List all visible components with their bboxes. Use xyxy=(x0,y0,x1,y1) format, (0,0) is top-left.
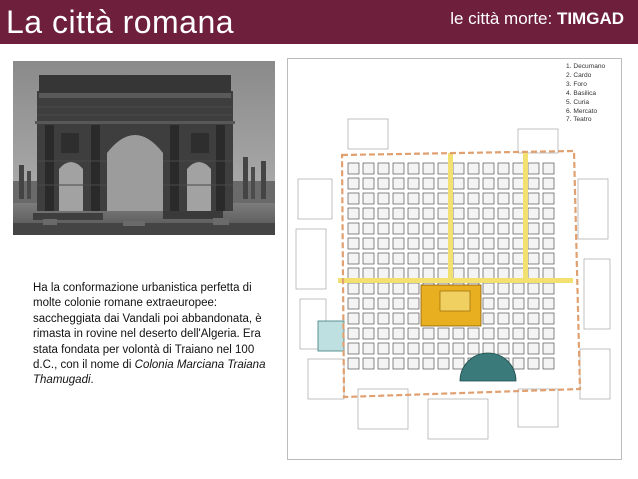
insula-block xyxy=(528,328,539,339)
insula-block xyxy=(363,208,374,219)
insula-block xyxy=(408,343,419,354)
insula-block xyxy=(378,163,389,174)
insula-block xyxy=(528,358,539,369)
insula-block xyxy=(468,343,479,354)
insula-block xyxy=(453,343,464,354)
insula-block xyxy=(513,223,524,234)
insula-block xyxy=(513,238,524,249)
insula-block xyxy=(528,253,539,264)
insula-block xyxy=(363,358,374,369)
suburb-block xyxy=(296,229,326,289)
insula-block xyxy=(543,313,554,324)
insula-block xyxy=(513,268,524,279)
insula-block xyxy=(543,193,554,204)
insula-block xyxy=(513,193,524,204)
suburb-block xyxy=(428,399,488,439)
insula-block xyxy=(378,343,389,354)
insula-block xyxy=(348,298,359,309)
insula-block xyxy=(483,238,494,249)
insula-block xyxy=(378,208,389,219)
insula-block xyxy=(348,178,359,189)
insula-block xyxy=(468,163,479,174)
insula-block xyxy=(543,283,554,294)
cardo-street xyxy=(448,153,453,279)
insula-block xyxy=(363,343,374,354)
insula-block xyxy=(483,208,494,219)
legend-item: 5. Curia xyxy=(566,98,590,106)
insula-block xyxy=(348,253,359,264)
insula-block xyxy=(408,223,419,234)
insula-block xyxy=(483,268,494,279)
legend-item: 1. Decumano xyxy=(566,63,606,70)
insula-block xyxy=(378,283,389,294)
insula-block xyxy=(453,178,464,189)
insula-block xyxy=(528,193,539,204)
insula-block xyxy=(528,283,539,294)
insula-block xyxy=(498,253,509,264)
legend-item: 6. Mercato xyxy=(566,107,598,115)
insula-block xyxy=(453,193,464,204)
insula-block xyxy=(378,358,389,369)
insula-block xyxy=(453,223,464,234)
insula-block xyxy=(498,328,509,339)
insula-block xyxy=(528,313,539,324)
insula-block xyxy=(423,223,434,234)
insula-block xyxy=(543,253,554,264)
suburb-block xyxy=(580,349,610,399)
insula-block xyxy=(528,208,539,219)
insula-block xyxy=(363,253,374,264)
insula-block xyxy=(498,298,509,309)
insula-block xyxy=(408,283,419,294)
insula-block xyxy=(513,283,524,294)
insula-block xyxy=(543,238,554,249)
suburb-block xyxy=(518,389,558,427)
insula-block xyxy=(483,223,494,234)
secondary-street xyxy=(523,153,528,279)
insula-block xyxy=(348,313,359,324)
insula-block xyxy=(363,268,374,279)
insula-block xyxy=(363,328,374,339)
insula-block xyxy=(423,208,434,219)
description-end: . xyxy=(90,374,94,387)
suburb-block xyxy=(308,359,344,399)
insula-block xyxy=(513,253,524,264)
insula-block xyxy=(468,268,479,279)
insula-block xyxy=(498,313,509,324)
insula-block xyxy=(468,193,479,204)
insula-block xyxy=(498,343,509,354)
header-bar xyxy=(0,0,638,44)
insula-block xyxy=(363,313,374,324)
insula-block xyxy=(393,358,404,369)
insula-block xyxy=(408,238,419,249)
insula-block xyxy=(363,178,374,189)
insula-block xyxy=(543,343,554,354)
insula-block xyxy=(423,178,434,189)
insula-block xyxy=(468,253,479,264)
insula-block xyxy=(498,163,509,174)
insula-block xyxy=(438,343,449,354)
insula-block xyxy=(483,313,494,324)
page-title: La città romana xyxy=(6,4,235,40)
insula-block xyxy=(543,223,554,234)
insula-block xyxy=(483,178,494,189)
insula-block xyxy=(348,238,359,249)
market xyxy=(318,321,344,351)
insula-block xyxy=(453,328,464,339)
insula-block xyxy=(498,268,509,279)
insula-block xyxy=(543,268,554,279)
insula-block xyxy=(438,238,449,249)
insula-block xyxy=(393,193,404,204)
insula-block xyxy=(393,298,404,309)
insula-block xyxy=(393,208,404,219)
insula-block xyxy=(498,223,509,234)
insula-block xyxy=(453,238,464,249)
insula-block xyxy=(543,178,554,189)
insula-block xyxy=(393,178,404,189)
insula-block xyxy=(513,208,524,219)
insula-block xyxy=(348,358,359,369)
insula-block xyxy=(363,223,374,234)
insula-block xyxy=(393,253,404,264)
insula-block xyxy=(348,343,359,354)
insula-block xyxy=(378,328,389,339)
insula-block xyxy=(363,163,374,174)
insula-block xyxy=(498,208,509,219)
insula-block xyxy=(423,268,434,279)
insula-block xyxy=(453,253,464,264)
insula-block xyxy=(453,268,464,279)
insula-block xyxy=(408,328,419,339)
insula-block xyxy=(408,358,419,369)
insula-block xyxy=(438,163,449,174)
subtitle-prefix: le città morte: xyxy=(450,9,557,28)
insula-block xyxy=(408,193,419,204)
insula-block xyxy=(468,238,479,249)
insula-block xyxy=(408,253,419,264)
insula-block xyxy=(378,193,389,204)
insula-block xyxy=(528,298,539,309)
insula-block xyxy=(378,223,389,234)
insula-block xyxy=(348,208,359,219)
insula-block xyxy=(393,268,404,279)
suburb-block xyxy=(584,259,610,329)
insula-block xyxy=(393,283,404,294)
insula-block xyxy=(483,163,494,174)
insula-block xyxy=(408,313,419,324)
theatre xyxy=(460,353,516,381)
insula-block xyxy=(468,208,479,219)
insula-block xyxy=(528,343,539,354)
insula-block xyxy=(393,313,404,324)
insula-block xyxy=(528,238,539,249)
insula-block xyxy=(543,328,554,339)
insula-block xyxy=(423,253,434,264)
insula-block xyxy=(543,298,554,309)
insula-block xyxy=(438,178,449,189)
insula-block xyxy=(408,208,419,219)
insula-block xyxy=(438,268,449,279)
insula-block xyxy=(498,193,509,204)
insula-block xyxy=(543,358,554,369)
insula-block xyxy=(423,328,434,339)
colony-name: Colonia Marciana Traiana Thamugadi xyxy=(33,359,266,387)
description-text xyxy=(33,281,273,389)
insula-block xyxy=(348,163,359,174)
insula-block xyxy=(393,343,404,354)
insula-block xyxy=(483,298,494,309)
insula-block xyxy=(528,178,539,189)
insula-block xyxy=(378,313,389,324)
insula-block xyxy=(498,283,509,294)
plan-legend xyxy=(566,63,605,125)
basilica xyxy=(440,291,470,311)
insula-block xyxy=(378,238,389,249)
insula-block xyxy=(513,313,524,324)
insula-block xyxy=(378,298,389,309)
insula-block xyxy=(453,163,464,174)
insula-block xyxy=(348,223,359,234)
legend-item: 7. Teatro xyxy=(566,116,592,124)
insula-block xyxy=(348,328,359,339)
legend-item: 4. Basilica xyxy=(566,89,597,97)
insula-block xyxy=(423,343,434,354)
insula-block xyxy=(378,178,389,189)
decumanus-street xyxy=(338,278,573,283)
insula-block xyxy=(498,178,509,189)
insula-block xyxy=(483,283,494,294)
insula-block xyxy=(513,178,524,189)
insula-block xyxy=(483,193,494,204)
insula-block xyxy=(543,208,554,219)
insula-block xyxy=(498,238,509,249)
insula-block xyxy=(363,238,374,249)
insula-block xyxy=(378,253,389,264)
insula-block xyxy=(483,343,494,354)
insula-block xyxy=(468,328,479,339)
insula-block xyxy=(393,163,404,174)
insula-block xyxy=(348,283,359,294)
insula-block xyxy=(393,223,404,234)
insula-block xyxy=(423,193,434,204)
insula-block xyxy=(438,253,449,264)
arch-of-trajan-photo xyxy=(13,61,275,235)
insula-block xyxy=(438,328,449,339)
insula-block xyxy=(528,163,539,174)
insula-block xyxy=(543,163,554,174)
suburb-block xyxy=(298,179,332,219)
insula-block xyxy=(513,343,524,354)
insula-block xyxy=(513,298,524,309)
insula-block xyxy=(363,193,374,204)
insula-block xyxy=(528,268,539,279)
legend-item: 2. Cardo xyxy=(566,71,592,79)
insula-block xyxy=(423,358,434,369)
insula-block xyxy=(423,163,434,174)
subtitle-bold: TIMGAD xyxy=(556,9,624,28)
insula-block xyxy=(348,268,359,279)
suburb-block xyxy=(578,179,608,239)
description-body: Ha la conformazione urbanistica perfetta di molte colonie romane extraeuropee: saccheggiata dai Vandali poi abbandonata, è rimasta in rovine nel deserto dell'Algeria. Era stata fondata per volontà di Traiano nel 100 d.C., con il nome di xyxy=(33,282,262,372)
insula-block xyxy=(393,328,404,339)
insula-block xyxy=(453,358,464,369)
insula-block xyxy=(408,163,419,174)
insula-block xyxy=(408,178,419,189)
insula-block xyxy=(348,193,359,204)
insula-block xyxy=(408,268,419,279)
insula-block xyxy=(363,298,374,309)
insula-block xyxy=(483,328,494,339)
legend-item: 3. Foro xyxy=(566,80,587,88)
insula-block xyxy=(363,283,374,294)
insula-block xyxy=(468,223,479,234)
timgad-plan xyxy=(287,58,622,460)
insula-block xyxy=(438,358,449,369)
insula-block xyxy=(483,253,494,264)
insula-block xyxy=(528,223,539,234)
insula-block xyxy=(513,328,524,339)
insula-block xyxy=(468,178,479,189)
insula-block xyxy=(378,268,389,279)
insula-block xyxy=(438,208,449,219)
insula-block xyxy=(408,298,419,309)
insula-block xyxy=(393,238,404,249)
suburb-block xyxy=(348,119,388,149)
page-subtitle xyxy=(450,8,624,30)
insula-block xyxy=(438,223,449,234)
insula-block xyxy=(453,208,464,219)
insula-block xyxy=(423,238,434,249)
insula-block xyxy=(438,193,449,204)
insula-block xyxy=(513,163,524,174)
insula-block xyxy=(513,358,524,369)
suburb-block xyxy=(518,129,558,153)
